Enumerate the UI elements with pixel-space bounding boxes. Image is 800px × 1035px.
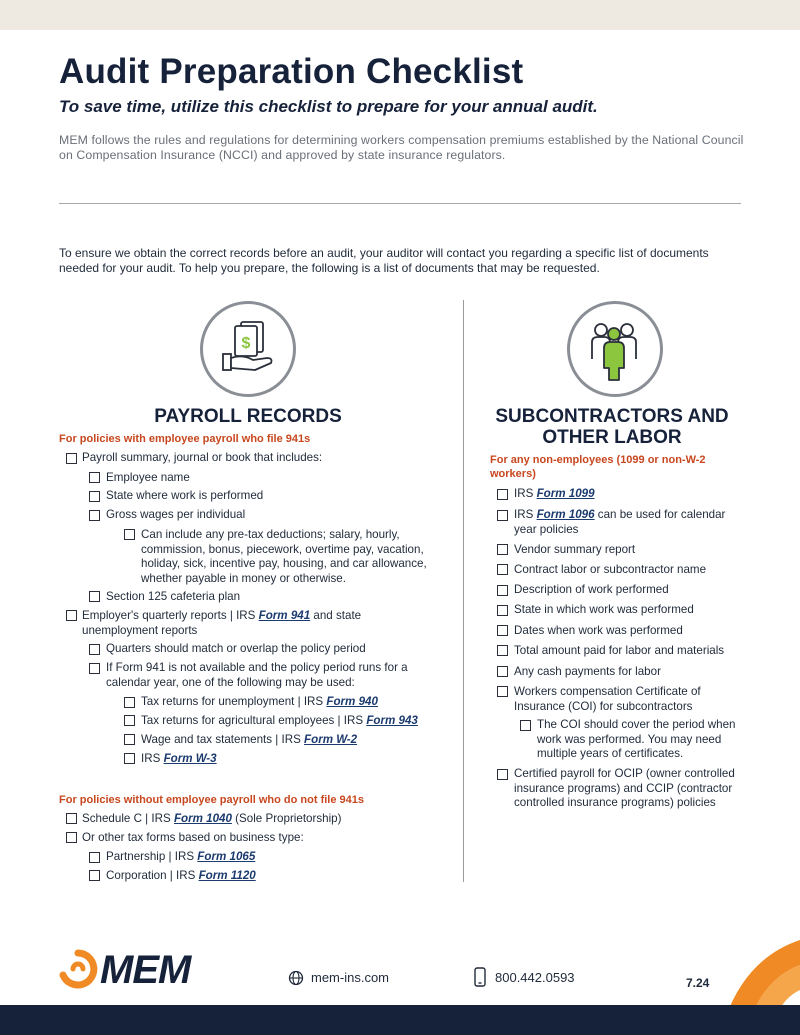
item-form-943 [141, 714, 418, 729]
form-1096-link[interactable]: Form 1096 [536, 508, 595, 521]
checkbox-state-subs[interactable] [497, 605, 508, 616]
item-coi-period: The COI should cover the period when work was performed. You may need multiple years of certificates. [537, 718, 736, 760]
item-text: Wage and tax statements | IRS [141, 733, 305, 746]
subs-subheading: For any non-employees (1099 or non-W-2 workers) [490, 454, 706, 480]
item-employee-name: Employee name [106, 471, 190, 484]
checkbox-form-1096[interactable] [497, 510, 508, 521]
checkbox-pretax[interactable] [124, 529, 135, 540]
item-vendor-summary: Vendor summary report [514, 543, 636, 556]
item-form-940 [141, 695, 378, 710]
checkbox-vendor-summary[interactable] [497, 544, 508, 555]
form-1065-link[interactable]: Form 1065 [197, 850, 256, 863]
checkbox-form-w2[interactable] [124, 734, 135, 745]
checkbox-other-tax[interactable] [66, 832, 77, 843]
item-text: can be used for calendar year policies [514, 508, 726, 536]
payroll-heading: PAYROLL RECORDS [154, 406, 342, 427]
checkbox-partnership[interactable] [89, 852, 100, 863]
checkbox-form-1099[interactable] [497, 489, 508, 500]
item-total-paid: Total amount paid for labor and materials [514, 644, 725, 657]
item-text: Tax returns for unemployment | IRS [141, 695, 327, 708]
item-partnership [106, 850, 255, 865]
item-text: and state unemployment reports [82, 609, 362, 637]
checkbox-payroll-summary[interactable] [66, 453, 77, 464]
item-text: Corporation | IRS [106, 869, 199, 882]
version-label: 7.24 [686, 976, 710, 990]
column-divider [463, 300, 464, 882]
item-gross-wages: Gross wages per individual [106, 508, 246, 521]
form-943-link[interactable]: Form 943 [366, 714, 418, 727]
checkbox-description[interactable] [497, 585, 508, 596]
checkbox-form-943[interactable] [124, 715, 135, 726]
form-941-link[interactable]: Form 941 [258, 609, 311, 622]
form-1120-link[interactable]: Form 1120 [198, 869, 256, 882]
item-text: Tax returns for agricultural employees | IRS [141, 714, 367, 727]
checkbox-form-w3[interactable] [124, 753, 135, 764]
intro-text: MEM follows the rules and regulations for determining workers compensation premiums established by the National Council on Compensation Insurance (NCCI) and approved by state insurance regulators. [59, 133, 744, 162]
item-schedule-c [82, 812, 342, 827]
payroll-subheading-no-941: For policies without employee payroll who do not file 941s [59, 794, 364, 806]
item-if-941: If Form 941 is not available and the policy period runs for a calendar year, one of the following may be used: [106, 661, 408, 689]
checkbox-total-paid[interactable] [497, 645, 508, 656]
form-1040-link[interactable]: Form 1040 [173, 812, 232, 825]
checkbox-schedule-c[interactable] [66, 813, 77, 824]
subs-heading [482, 406, 742, 448]
checkbox-employee-name[interactable] [89, 472, 100, 483]
top-band [0, 0, 800, 30]
item-text: IRS [514, 508, 537, 521]
checkbox-cash-payments[interactable] [497, 666, 508, 677]
item-cash-payments: Any cash payments for labor [514, 665, 661, 678]
page-title: Audit Preparation Checklist [59, 52, 524, 91]
item-text: (Sole Proprietorship) [231, 812, 342, 825]
item-payroll-summary: Payroll summary, journal or book that includes: [82, 451, 323, 464]
checkbox-quarters-match[interactable] [89, 644, 100, 655]
item-form-w3 [141, 752, 217, 767]
item-state-subs: State in which work was performed [514, 603, 694, 616]
divider-line [59, 203, 741, 204]
item-certified-payroll: Certified payroll for OCIP (owner controlled insurance programs) and CCIP (contractor controlled insurance programs) policies [514, 767, 735, 809]
checkbox-certified-payroll[interactable] [497, 769, 508, 780]
subs-heading-line2: OTHER LABOR [542, 427, 682, 448]
checkbox-coi-period[interactable] [520, 720, 531, 731]
checkbox-dates[interactable] [497, 625, 508, 636]
phone-icon [474, 967, 486, 992]
item-dates: Dates when work was performed [514, 624, 683, 637]
people-group-icon [567, 301, 663, 397]
subs-heading-line1: SUBCONTRACTORS AND [495, 406, 729, 427]
item-corporation [106, 869, 256, 884]
checkbox-employer-quarterly[interactable] [66, 610, 77, 621]
mem-logo-swirl [58, 949, 98, 994]
instructions-text: To ensure we obtain the correct records before an audit, your auditor will contact you regarding a specific list of documents needed for your audit. To help you prepare, the following is a list of documents that may be requested. [59, 246, 709, 275]
item-contract-labor: Contract labor or subcontractor name [514, 563, 707, 576]
checkbox-contract-labor[interactable] [497, 564, 508, 575]
item-form-1099 [514, 487, 595, 502]
checkbox-corporation[interactable] [89, 870, 100, 881]
item-other-tax: Or other tax forms based on business type: [82, 831, 304, 844]
bottom-band [0, 1005, 800, 1035]
item-state-worked: State where work is performed [106, 489, 264, 502]
item-pretax: Can include any pre-tax deductions; salary, hourly, commission, bonus, piecework, overtime pay, vacation, holiday, sick, incentive pay, housing, and car allowance, whether payable in money or otherwise. [141, 528, 427, 585]
item-text: Employer's quarterly reports | IRS [82, 609, 259, 622]
page-subtitle: To save time, utilize this checklist to prepare for your annual audit. [59, 97, 598, 116]
form-940-link[interactable]: Form 940 [326, 695, 378, 708]
item-text: IRS [514, 487, 537, 500]
checkbox-form-940[interactable] [124, 697, 135, 708]
checkbox-gross-wages[interactable] [89, 510, 100, 521]
checkbox-if-941[interactable] [89, 663, 100, 674]
checkbox-section-125[interactable] [89, 591, 100, 602]
item-text: Partnership | IRS [106, 850, 198, 863]
item-quarters-match: Quarters should match or overlap the policy period [106, 642, 366, 655]
footer-website[interactable]: mem-ins.com [311, 970, 390, 985]
form-w3-link[interactable]: Form W-3 [163, 752, 217, 765]
form-1099-link[interactable]: Form 1099 [536, 487, 595, 500]
item-text: Schedule C | IRS [82, 812, 174, 825]
item-form-w2 [141, 733, 357, 748]
item-description: Description of work performed [514, 583, 669, 596]
footer-phone[interactable]: 800.442.0593 [495, 970, 575, 985]
mem-logo-text: MEM [100, 948, 191, 992]
payroll-subheading-941: For policies with employee payroll who file 941s [59, 433, 311, 445]
checkbox-coi[interactable] [497, 686, 508, 697]
globe-icon [288, 970, 304, 991]
money-hand-icon [200, 301, 296, 397]
item-coi: Workers compensation Certificate of Insurance (COI) for subcontractors [514, 685, 701, 713]
checkbox-state-worked[interactable] [89, 491, 100, 502]
item-section-125: Section 125 cafeteria plan [106, 590, 241, 603]
item-text: IRS [141, 752, 164, 765]
item-employer-quarterly [82, 609, 412, 638]
item-form-1096 [514, 508, 744, 537]
svg-text:$: $ [241, 335, 251, 352]
form-w2-link[interactable]: Form W-2 [304, 733, 358, 746]
